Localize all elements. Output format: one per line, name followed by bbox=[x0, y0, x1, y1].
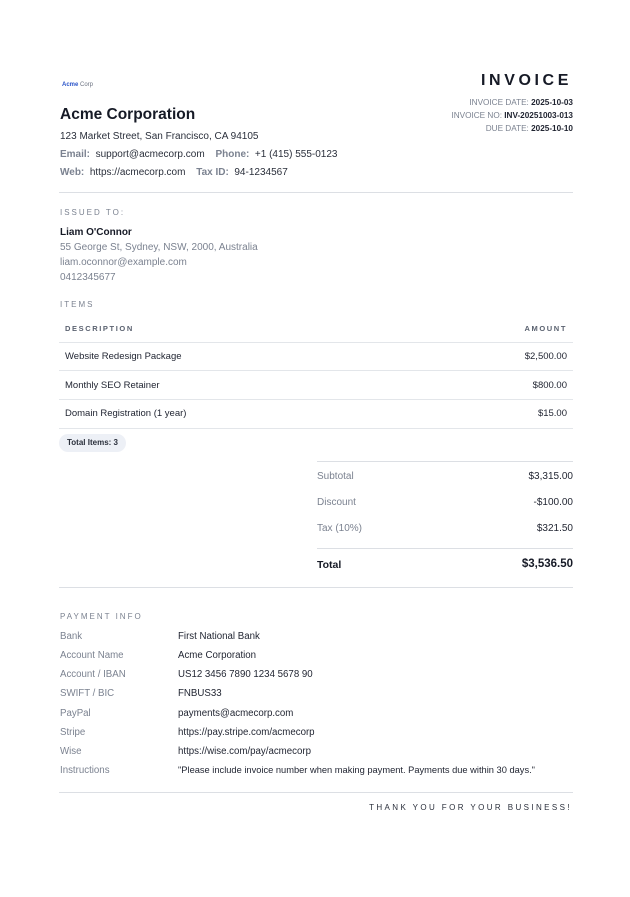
payment-label: Bank bbox=[60, 631, 83, 642]
items-label: ITEMS bbox=[60, 300, 95, 309]
payment-value[interactable]: https://pay.stripe.com/acmecorp bbox=[178, 727, 315, 738]
due-date-line bbox=[486, 124, 573, 133]
discount-value: -$100.00 bbox=[533, 497, 573, 508]
logo-suffix: Corp bbox=[80, 82, 94, 88]
tax-id-label: Tax ID: bbox=[196, 167, 229, 178]
client-phone: 0412345677 bbox=[60, 272, 116, 283]
tax-row bbox=[317, 514, 573, 540]
company-email[interactable]: support@acmecorp.com bbox=[95, 149, 205, 160]
issued-to-label: ISSUED TO: bbox=[60, 208, 126, 217]
contact-line-web-tax bbox=[60, 167, 288, 178]
payment-row-bank bbox=[60, 631, 574, 650]
phone-label: Phone: bbox=[215, 149, 250, 160]
payment-label: Account / IBAN bbox=[60, 669, 126, 680]
logo-brand: Acme bbox=[62, 82, 79, 88]
payment-info-label: PAYMENT INFO bbox=[60, 612, 143, 621]
payment-label: Wise bbox=[60, 746, 82, 757]
tax-value: $321.50 bbox=[536, 523, 573, 534]
due-date-label: DUE DATE: bbox=[485, 124, 529, 133]
totals-block bbox=[317, 461, 573, 581]
payment-label: SWIFT / BIC bbox=[60, 688, 115, 699]
payment-value: US12 3456 7890 1234 5678 90 bbox=[178, 669, 313, 680]
payment-value[interactable]: payments@acmecorp.com bbox=[178, 708, 294, 719]
company-phone: +1 (415) 555-0123 bbox=[254, 149, 338, 160]
table-row bbox=[59, 399, 573, 428]
payment-label: Instructions bbox=[60, 765, 110, 776]
total-label: Total bbox=[317, 559, 342, 571]
subtotal-label: Subtotal bbox=[317, 471, 354, 482]
payment-label: Stripe bbox=[60, 727, 86, 738]
payment-row-swift bbox=[60, 688, 574, 707]
invoice-number-line bbox=[451, 111, 573, 120]
payment-row-wise bbox=[60, 746, 574, 765]
item-amount: $15.00 bbox=[419, 399, 573, 428]
amount-header: AMOUNT bbox=[419, 316, 573, 342]
tax-label: Tax (10%) bbox=[317, 523, 363, 534]
company-tax-id: 94-1234567 bbox=[234, 167, 288, 178]
payment-value: "Please include invoice number when making payment. Payments due within 30 days." bbox=[178, 765, 535, 775]
payment-row-paypal bbox=[60, 708, 574, 727]
discount-label: Discount bbox=[317, 497, 356, 508]
payment-value: FNBUS33 bbox=[178, 688, 222, 699]
totals-section-divider bbox=[59, 587, 573, 588]
subtotal-value: $3,315.00 bbox=[528, 471, 573, 482]
client-email[interactable]: liam.oconnor@example.com bbox=[60, 257, 187, 268]
thank-you-message: THANK YOU FOR YOUR BUSINESS! bbox=[369, 803, 572, 812]
item-description: Website Redesign Package bbox=[59, 342, 419, 371]
company-address: 123 Market Street, San Francisco, CA 94105 bbox=[60, 131, 259, 142]
payment-label: Account Name bbox=[60, 650, 124, 661]
payment-row-iban bbox=[60, 669, 574, 688]
table-row bbox=[59, 342, 573, 371]
items-header-row bbox=[59, 316, 573, 342]
web-label: Web: bbox=[60, 167, 85, 178]
items-table bbox=[59, 316, 573, 429]
email-label: Email: bbox=[60, 149, 91, 160]
company-logo bbox=[62, 82, 93, 88]
invoice-date: 2025-10-03 bbox=[531, 98, 573, 107]
payment-row-account-name bbox=[60, 650, 574, 669]
client-name: Liam O'Connor bbox=[60, 227, 132, 238]
contact-line-email-phone bbox=[60, 149, 337, 160]
invoice-title: INVOICE bbox=[481, 72, 572, 89]
payment-row-instructions bbox=[60, 765, 574, 784]
company-name: Acme Corporation bbox=[60, 106, 196, 123]
invoice-date-label: INVOICE DATE: bbox=[469, 98, 529, 107]
payment-label: PayPal bbox=[60, 708, 91, 719]
invoice-number: INV-20251003-013 bbox=[504, 111, 573, 120]
invoice-date-line bbox=[469, 98, 573, 107]
payment-value: Acme Corporation bbox=[178, 650, 257, 661]
table-row bbox=[59, 371, 573, 400]
item-amount: $800.00 bbox=[419, 371, 573, 400]
client-address: 55 George St, Sydney, NSW, 2000, Australia bbox=[60, 242, 258, 253]
header-divider bbox=[59, 192, 573, 193]
total-items-badge: Total Items: 3 bbox=[59, 434, 126, 452]
description-header: DESCRIPTION bbox=[59, 316, 419, 342]
item-description: Monthly SEO Retainer bbox=[59, 371, 419, 400]
payment-value[interactable]: https://wise.com/pay/acmecorp bbox=[178, 746, 311, 757]
subtotal-row bbox=[317, 462, 573, 488]
company-web[interactable]: https://acmecorp.com bbox=[89, 167, 186, 178]
invoice-number-label: INVOICE NO: bbox=[451, 111, 502, 120]
total-value: $3,536.50 bbox=[521, 558, 573, 570]
item-amount: $2,500.00 bbox=[419, 342, 573, 371]
item-description: Domain Registration (1 year) bbox=[59, 399, 419, 428]
due-date: 2025-10-10 bbox=[531, 124, 573, 133]
discount-row bbox=[317, 488, 573, 514]
footer-divider bbox=[59, 792, 573, 793]
payment-row-stripe bbox=[60, 727, 574, 746]
payment-value: First National Bank bbox=[178, 631, 260, 642]
grand-total-row bbox=[317, 549, 573, 581]
